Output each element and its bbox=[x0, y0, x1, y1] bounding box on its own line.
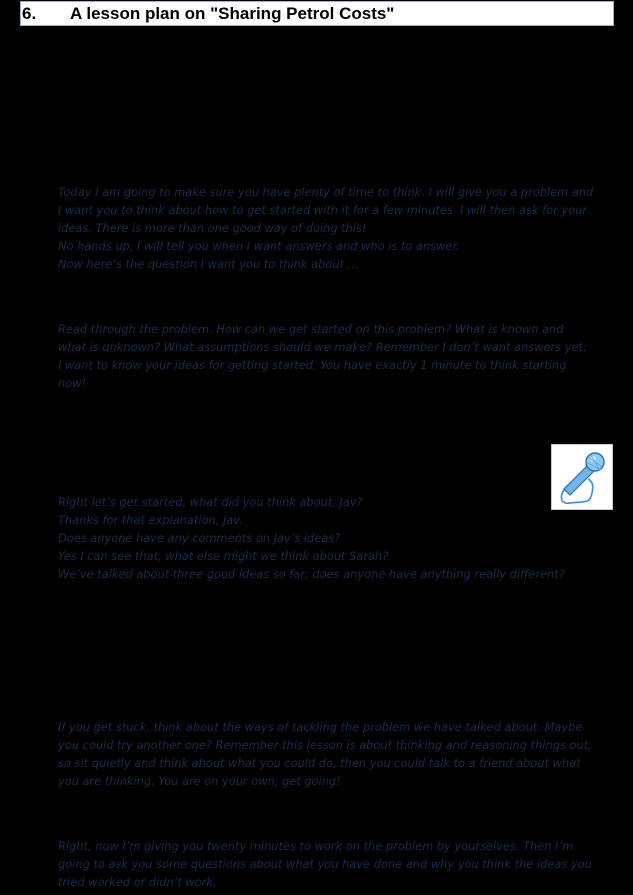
paragraph-line: so sit quietly and think about what you could do, then you could talk to a friend about what bbox=[58, 756, 581, 770]
section-number: 6. bbox=[22, 3, 37, 23]
paragraph-line: you could try another one? Remember this lesson is about thinking and reasoning things out, bbox=[58, 738, 592, 752]
page-title: A lesson plan on "Sharing Petrol Costs" bbox=[70, 3, 395, 23]
paragraph-line: Does anyone have any comments on Jav’s ideas? bbox=[58, 531, 341, 545]
paragraph-line: Right, now I’m giving you twenty minutes to work on the problem by yourselves. Then I’m bbox=[58, 839, 574, 853]
paragraph-line: tried worked or didn’t work. bbox=[58, 875, 217, 889]
page-title-bar bbox=[20, 1, 614, 26]
paragraph-line: Thanks for that explanation, Jav. bbox=[58, 513, 243, 527]
paragraph-line: If you get stuck, think about the ways of tackling the problem we have talked about. Maybe bbox=[58, 720, 583, 734]
paragraph-line: No hands up, I will tell you when I want answers and who is to answer. bbox=[58, 239, 460, 253]
paragraph-line: Read through the problem. How can we get started on this problem? What is known and bbox=[58, 322, 564, 336]
paragraph-line: going to ask you some questions about what you have done and why you think the ideas you bbox=[58, 857, 592, 871]
paragraph-work-time bbox=[58, 837, 618, 891]
paragraph-get-stuck bbox=[58, 718, 618, 790]
paragraph-line: now! bbox=[58, 376, 87, 390]
paragraph-discussion bbox=[58, 493, 618, 583]
paragraph-line: Now here’s the question I want you to think about ... bbox=[58, 257, 359, 271]
paragraph-line: We’ve talked about three good ideas so far; does anyone have anything really different? bbox=[58, 567, 565, 581]
paragraph-line: I want to know your ideas for getting started. You have exactly 1 minute to think starting bbox=[58, 358, 567, 372]
paragraph-line: I want you to think about how to get started with it for a few minutes. I will then ask for your bbox=[58, 203, 588, 217]
paragraph-line: Today I am going to make sure you have plenty of time to think. I will give you a problem and bbox=[58, 185, 594, 199]
paragraph-intro bbox=[58, 183, 618, 273]
paragraph-line: what is unknown? What assumptions should we make? Remember I don’t want answers yet; bbox=[58, 340, 587, 354]
paragraph-line: Yes I can see that, what else might we think about Sarah? bbox=[58, 549, 389, 563]
paragraph-line: ideas. There is more than one good way of doing this! bbox=[58, 221, 367, 235]
paragraph-line: Right let’s get started, what did you think about, Jav? bbox=[58, 495, 363, 509]
paragraph-read-problem bbox=[58, 320, 618, 392]
paragraph-line: you are thinking. You are on your own, get going! bbox=[58, 774, 341, 788]
